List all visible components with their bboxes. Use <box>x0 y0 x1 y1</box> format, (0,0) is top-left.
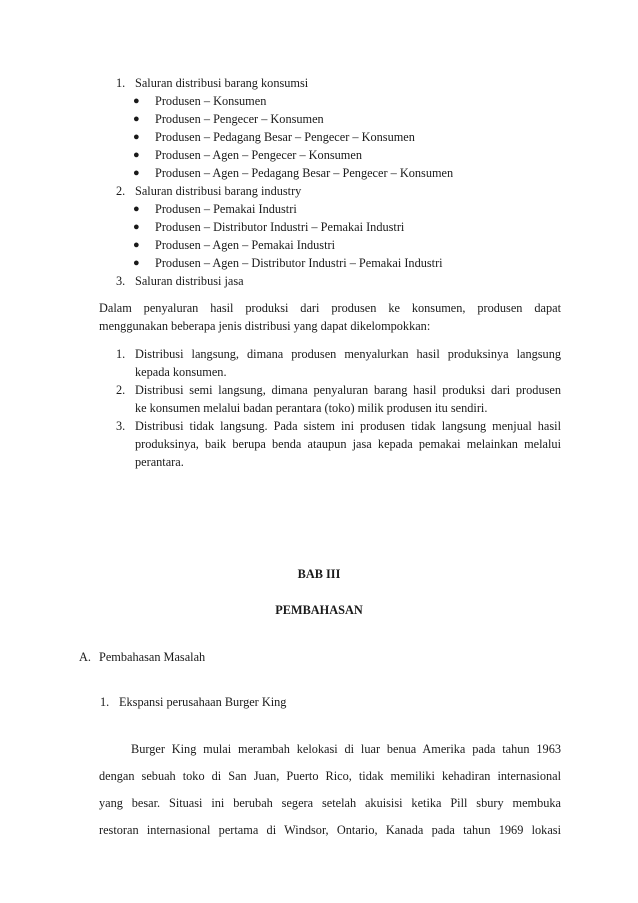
list-item-line: Distribusi tidak langsung. Pada sistem ini produsen tidak langsung menjual hasil <box>135 419 561 433</box>
bullet-icon: ● <box>133 95 140 107</box>
bullet-icon: ● <box>133 167 140 179</box>
list-number: 1. <box>116 347 126 361</box>
list-number: 1. <box>116 76 126 90</box>
bullet-icon: ● <box>133 149 140 161</box>
subsection-number: 1. <box>100 695 110 709</box>
list-number: 2. <box>116 184 126 198</box>
list-item-line: kepada konsumen. <box>135 365 227 379</box>
list-item-line: perantara. <box>135 455 184 469</box>
bullet-item: Produsen – Agen – Pedagang Besar – Pengecer – Konsumen <box>155 166 454 180</box>
bullet-item: Produsen – Konsumen <box>155 94 267 108</box>
paragraph-line: dengan sebuah toko di San Juan, Puerto Rico, tidak memiliki kehadiran internasional <box>99 769 561 783</box>
list-item: Saluran distribusi jasa <box>135 274 244 288</box>
bullet-icon: ● <box>133 257 140 269</box>
section-title: Pembahasan Masalah <box>99 650 206 664</box>
bullet-item: Produsen – Pemakai Industri <box>155 202 297 216</box>
list-item-line: Distribusi semi langsung, dimana penyaluran barang hasil produksi dari produsen <box>135 383 561 397</box>
bullet-icon: ● <box>133 131 140 143</box>
list-item: Saluran distribusi barang industry <box>135 184 302 198</box>
bullet-icon: ● <box>133 113 140 125</box>
chapter-title: PEMBAHASAN <box>275 603 363 617</box>
paragraph-line: Dalam penyaluran hasil produksi dari produsen ke konsumen, produsen dapat <box>99 301 561 315</box>
paragraph-line: restoran internasional pertama di Windsor, Ontario, Kanada pada tahun 1969 lokasi <box>99 823 561 837</box>
bullet-item: Produsen – Agen – Pengecer – Konsumen <box>155 148 362 162</box>
bullet-item: Produsen – Pengecer – Konsumen <box>155 112 324 126</box>
paragraph-line: menggunakan beberapa jenis distribusi yang dapat dikelompokkan: <box>99 319 431 333</box>
subsection-title: Ekspansi perusahaan Burger King <box>119 695 287 709</box>
list-item: Saluran distribusi barang konsumsi <box>135 76 309 90</box>
chapter-number: BAB III <box>297 567 341 581</box>
bullet-item: Produsen – Agen – Distributor Industri – Pemakai Industri <box>155 256 443 270</box>
bullet-item: Produsen – Agen – Pemakai Industri <box>155 238 335 252</box>
paragraph-line: yang besar. Situasi ini berubah segera setelah akuisisi ketika Pill sbury membuka <box>99 796 561 810</box>
list-item-line: produksinya, baik berupa benda ataupun jasa kepada pemakai melainkan melalui <box>135 437 561 451</box>
list-number: 3. <box>116 419 126 433</box>
section-label: A. <box>79 650 91 664</box>
list-item-line: ke konsumen melalui badan perantara (toko) milik produsen itu sendiri. <box>135 401 488 415</box>
bullet-icon: ● <box>133 203 140 215</box>
paragraph-line: Burger King mulai merambah kelokasi di luar benua Amerika pada tahun 1963 <box>131 742 561 756</box>
bullet-item: Produsen – Pedagang Besar – Pengecer – Konsumen <box>155 130 415 144</box>
list-number: 3. <box>116 274 126 288</box>
list-item-line: Distribusi langsung, dimana produsen menyalurkan hasil produksinya langsung <box>135 347 561 361</box>
bullet-icon: ● <box>133 221 140 233</box>
bullet-icon: ● <box>133 239 140 251</box>
bullet-item: Produsen – Distributor Industri – Pemakai Industri <box>155 220 405 234</box>
list-number: 2. <box>116 383 126 397</box>
